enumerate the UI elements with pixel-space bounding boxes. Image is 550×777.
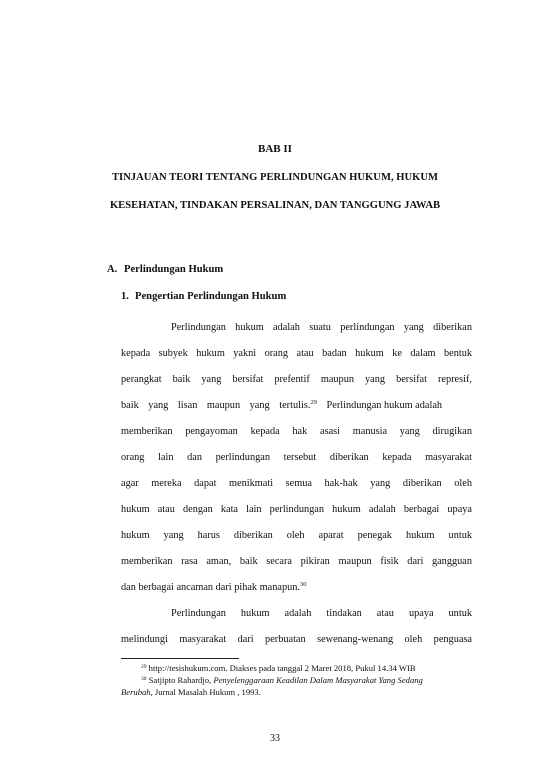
footnote-number: 29 [141,664,147,670]
paragraph-1-line [121,581,472,595]
footnote-29 [141,663,416,674]
paragraph-1-line: hukum yang harus diberikan oleh aparat penegak hukum untuk [121,530,472,541]
paragraph-2-line: melindungi masyarakat dari perbuatan sewenang-wenang oleh penguasa [121,634,472,645]
section-label: A. [107,264,118,275]
paragraph-1-line: perangkat baik yang bersifat prefentif maupun yang bersifat represif, [121,374,472,385]
footnote-30 [141,675,423,686]
paragraph-2-line: Perlindungan hukum adalah tindakan atau upaya untuk [171,608,472,619]
paragraph-1-line: Perlindungan hukum adalah suatu perlindungan yang diberikan [171,322,472,333]
footnote-work-title: Penyelenggaraan Keadilan Dalam Masyarakat Yang Sedang [213,675,423,685]
chapter-heading: BAB II [258,143,292,155]
footnote-ref-30: 30 [299,581,307,588]
paragraph-1-line: orang lain dan perlindungan tersebut diberikan kepada masyarakat [121,452,472,463]
chapter-title-line-2: KESEHATAN, TINDAKAN PERSALINAN, DAN TANGGUNG JAWAB [109,200,441,211]
paragraph-1-line: memberikan pengayoman kepada hak asasi manusia yang dirugikan [121,426,472,437]
chapter-title-line-1: TINJAUAN TEORI TENTANG PERLINDUNGAN HUKUM, HUKUM [111,172,439,183]
footnote-work-title-cont: Berubah, [121,687,153,697]
paragraph-1-line-part: Perlindungan hukum adalah [326,400,443,411]
paragraph-1-line [121,399,472,413]
paragraph-1-line: hukum atau dengan kata lain perlindungan hukum adalah berbagai upaya [121,504,472,515]
footnote-30-cont [121,687,261,698]
footnote-ref-29: 29 [310,399,317,406]
paragraph-1-line-part: baik yang lisan maupun yang tertulis. [121,400,311,411]
footnote-author: Satjipto Rahardjo, [148,675,212,685]
paragraph-1-line: kepada subyek hukum yakni orang atau badan hukum ke dalam bentuk [121,348,472,359]
paragraph-1-line: memberikan rasa aman, baik secara pikiran maupun fisik dari gangguan [121,556,472,567]
paragraph-1-line: agar mereka dapat menikmati semua hak-hak yang diberikan oleh [121,478,472,489]
footnote-number: 30 [141,676,147,682]
footnote-text: http://tesishukum.com. Diakses pada tanggal 2 Maret 2018, Pukul 14.34 WIB [148,663,416,673]
footnote-separator [121,658,239,659]
subsection-title: Pengertian Perlindungan Hukum [135,291,287,302]
subsection-label: 1. [121,291,129,302]
footnote-source: Jurnal Masalah Hukum , 1993. [154,687,261,697]
page-number: 33 [270,733,280,744]
section-title: Perlindungan Hukum [124,264,224,275]
paragraph-1-line-part: dan berbagai ancaman dari pihak manapun. [121,582,300,593]
